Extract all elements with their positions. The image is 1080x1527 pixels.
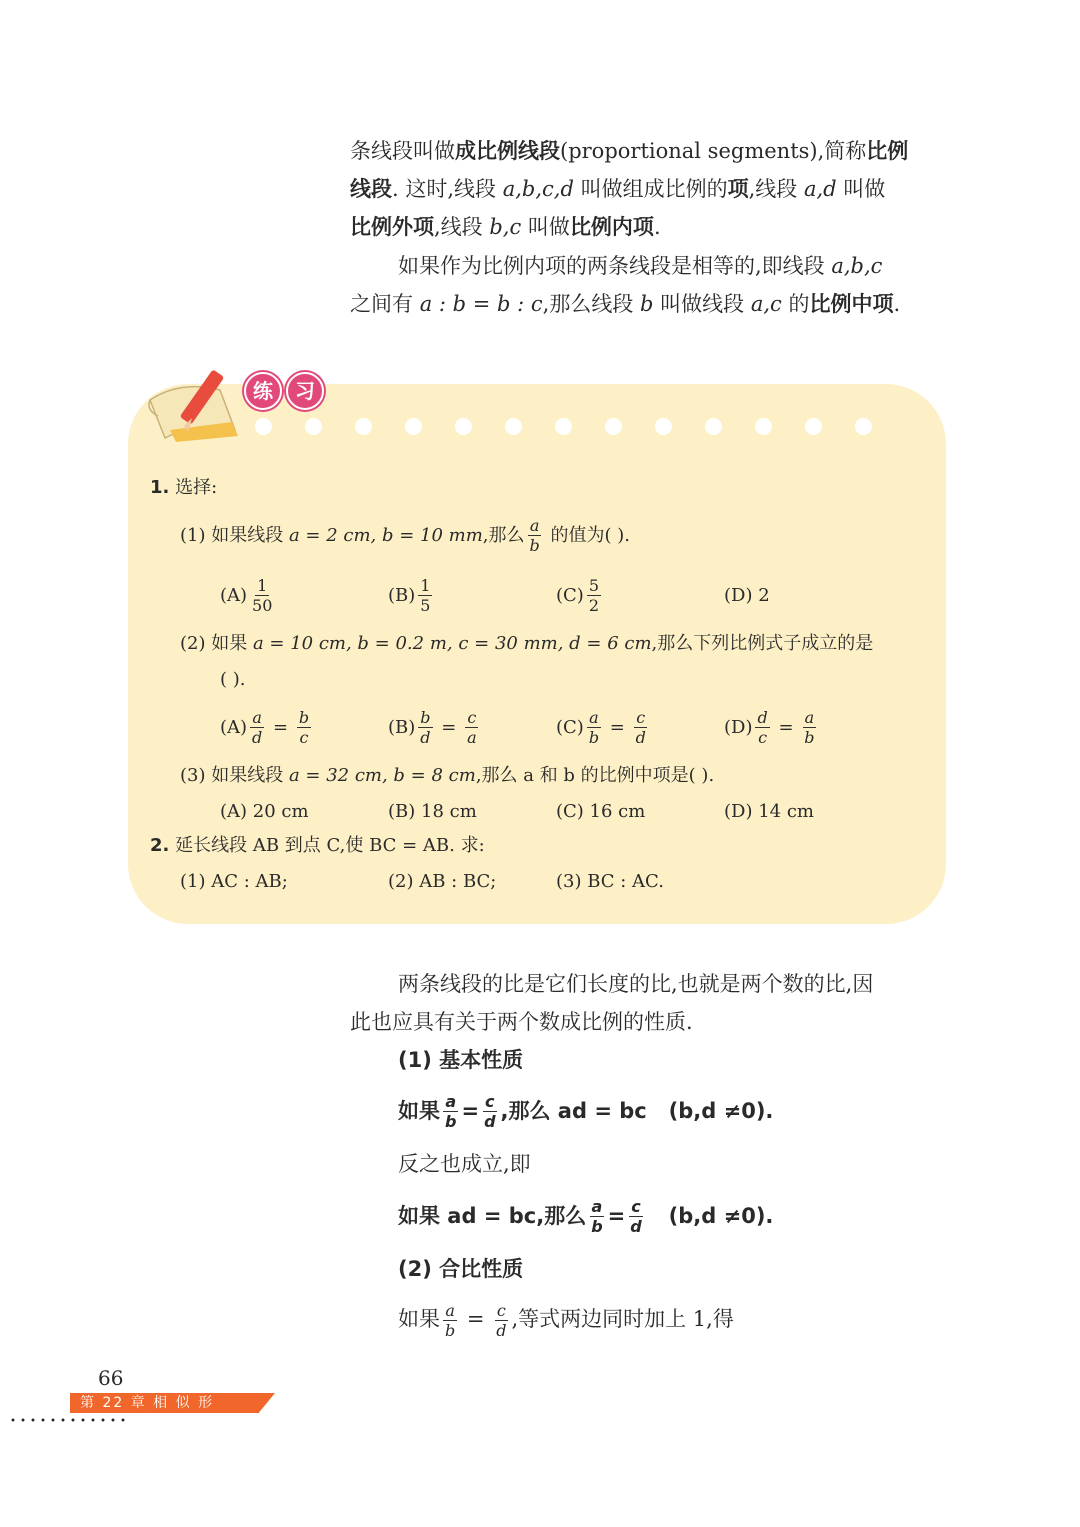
decor-dot: [355, 418, 372, 435]
formula-2: 如果 ad = bc,那么 $\frac{a}{b}$ = $\frac{c}{d}$ (b,d ≠0).: [398, 1197, 774, 1236]
fraction: $\frac{1}{5}$: [420, 576, 431, 615]
top-line-2: 线段. 这时,线段 a,b,c,d 叫做组成比例的项,线段 a,d 叫做: [350, 177, 886, 201]
fraction: $\frac{a}{b}$: [529, 516, 540, 555]
decor-dot: [805, 418, 822, 435]
top-line-4: 如果作为比例内项的两条线段是相等的,即线段 a,b,c: [398, 254, 883, 278]
fraction: $\frac{5}{2}$: [588, 576, 600, 615]
decor-dot: [705, 418, 722, 435]
formula-3: 如果 $\frac{a}{b}$ = $\frac{c}{d}$ ,等式两边同时加上 1,得: [398, 1300, 734, 1340]
fraction: $\frac{c}{d}$: [635, 708, 646, 747]
decor-dot: [505, 418, 522, 435]
question-2-part-3: (3) BC : AC.: [556, 871, 664, 892]
option-1-2-b: (B) $\frac{b}{d}$ = $\frac{c}{a}$: [388, 708, 477, 747]
fraction: $\frac{b}{c}$: [298, 708, 310, 747]
exercise-badge-1: 练: [244, 372, 282, 410]
decor-dot: [855, 418, 872, 435]
fraction: $\frac{c}{d}$: [484, 1092, 496, 1131]
lower-para-line-1: 两条线段的比是它们长度的比,也就是两个数的比,因: [398, 972, 874, 996]
decor-dot: [305, 418, 322, 435]
option-1-3-c: (C) 16 cm: [556, 801, 646, 822]
question-2: 2. 延长线段 AB 到点 C,使 BC = AB. 求:: [150, 835, 485, 856]
formula-1: 如果 $\frac{a}{b}$ = $\frac{c}{d}$ ,那么 ad = bc (b,d ≠0).: [398, 1092, 774, 1131]
pencil-paper-icon: [140, 360, 255, 445]
decor-dot: [405, 418, 422, 435]
fraction: $\frac{c}{d}$: [630, 1197, 642, 1236]
fraction: $\frac{a}{b}$: [445, 1092, 457, 1131]
fraction: $\frac{a}{b}$: [591, 1197, 603, 1236]
option-1-1-c: (C) $\frac{5}{2}$: [556, 576, 600, 615]
page-number: 66: [98, 1366, 124, 1390]
decor-dot: [605, 418, 622, 435]
question-1-2: (2) 如果 a = 10 cm, b = 0.2 m, c = 30 mm, d = 6 cm,那么下列比例式子成立的是: [180, 633, 874, 654]
option-1-2-d: (D) $\frac{d}{c}$ = $\frac{a}{b}$: [724, 708, 815, 747]
fraction: $\frac{c}{a}$: [467, 708, 477, 747]
heading-basic-property: (1) 基本性质: [398, 1048, 524, 1072]
decor-dot: [655, 418, 672, 435]
question-2-part-1: (1) AC : AB;: [180, 871, 288, 892]
option-1-2-c: (C) $\frac{a}{b}$ = $\frac{c}{d}$: [556, 708, 646, 747]
heading-compound-property: (2) 合比性质: [398, 1257, 524, 1281]
option-1-3-b: (B) 18 cm: [388, 801, 477, 822]
lower-para-line-2: 此也应具有关于两个数成比例的性质.: [350, 1010, 693, 1034]
option-1-3-a: (A) 20 cm: [220, 801, 309, 822]
footer-dots: [8, 1418, 128, 1422]
chapter-label: 第 22 章 相 似 形: [80, 1395, 215, 1411]
option-1-3-d: (D) 14 cm: [724, 801, 814, 822]
fraction: $\frac{c}{d}$: [496, 1300, 507, 1340]
decor-dot: [555, 418, 572, 435]
fraction: $\frac{a}{b}$: [445, 1300, 456, 1340]
option-1-1-a: (A) $\frac{1}{50}$: [220, 576, 273, 615]
top-line-3: 比例外项,线段 b,c 叫做比例内项.: [350, 215, 661, 239]
option-1-2-a: (A) $\frac{a}{d}$ = $\frac{b}{c}$: [220, 708, 310, 747]
fraction: $\frac{1}{50}$: [252, 576, 273, 615]
decor-dot: [455, 418, 472, 435]
top-line-1: 条线段叫做成比例线段(proportional segments),简称比例: [350, 139, 909, 163]
decor-dot: [255, 418, 272, 435]
top-line-5: 之间有 a : b = b : c,那么线段 b 叫做线段 a,c 的比例中项.: [350, 292, 901, 316]
option-1-1-b: (B) $\frac{1}{5}$: [388, 576, 431, 615]
question-1: 1. 选择:: [150, 477, 218, 498]
fraction: $\frac{d}{c}$: [757, 708, 768, 747]
fraction: $\frac{a}{b}$: [588, 708, 600, 747]
fraction: $\frac{a}{b}$: [804, 708, 815, 747]
converse-line: 反之也成立,即: [398, 1152, 531, 1176]
question-2-part-2: (2) AB : BC;: [388, 871, 497, 892]
fraction: $\frac{b}{d}$: [420, 708, 431, 747]
option-1-1-d: (D) 2: [724, 585, 770, 606]
question-1-2-cont: ( ).: [220, 669, 246, 690]
question-1-1: (1) 如果线段 a = 2 cm, b = 10 mm,那么 $\frac{a}{b}$ 的值为( ).: [180, 516, 630, 555]
exercise-badge-2: 习: [286, 372, 324, 410]
fraction: $\frac{a}{d}$: [252, 708, 263, 747]
decor-dot: [755, 418, 772, 435]
question-1-3: (3) 如果线段 a = 32 cm, b = 8 cm,那么 a 和 b 的比例中项是( ).: [180, 765, 715, 786]
